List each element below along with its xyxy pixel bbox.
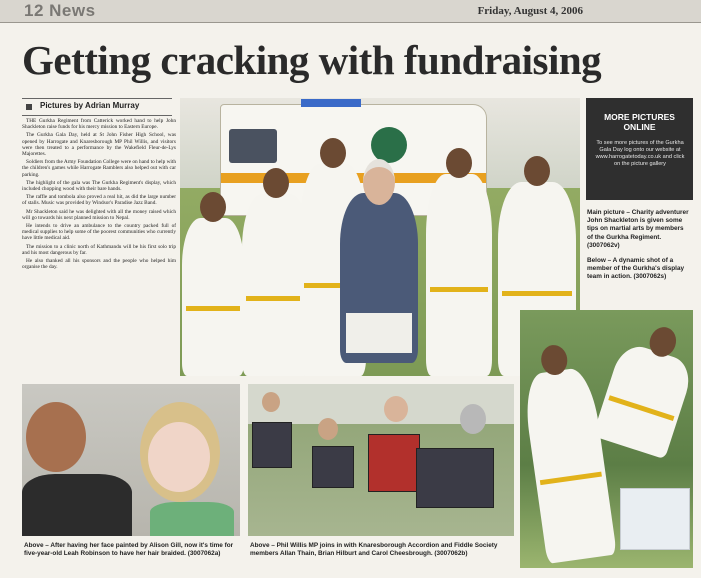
photo-credit xyxy=(22,98,172,116)
article-paragraph: The mission to a clinic north of Kathmandu will be his first solo trip and his most dangerous by far. xyxy=(22,243,176,256)
woman-body xyxy=(22,474,132,536)
face-painting-photo xyxy=(22,384,240,536)
accordion-graphic xyxy=(416,448,494,508)
red-accordion-graphic xyxy=(368,434,420,492)
photo-credit-text: Pictures by Adrian Murray xyxy=(40,101,140,110)
gazebo-tent xyxy=(620,488,690,550)
accordion-graphic xyxy=(312,446,354,488)
article-paragraph: He also thanked all his sponsors and the people who helped him organise the day. xyxy=(22,258,176,271)
accordion-caption: Above – Phil Willis MP joins in with Knaresborough Accordion and Fiddle Society members Allan Thain, Brian Hilburt and Carol Cheesbrough. (3007062b) xyxy=(250,542,498,558)
article-paragraph: The raffle and tombola also proved a real hit, as did the large number of stalls. Music was provided by Windsor's Paradise Jazz Band. xyxy=(22,194,176,207)
article-paragraph: The highlight of the gala was The Gurkha Regiment's display, which included chopping wood with their bare hands. xyxy=(22,179,176,193)
ambulance-light-bar xyxy=(301,99,361,107)
article-paragraph: Soldiers from the Army Foundation College were on hand to help with the children's games while Harrogate Ramblers also helped out with car parking. xyxy=(22,159,176,178)
musician-head xyxy=(460,404,486,434)
article-paragraph: THE Gurkha Regiment from Catterick worked hand to help John Shackleton raise funds for his mercy mission to Eastern Europe. xyxy=(22,118,176,131)
ambulance-emblem-icon xyxy=(371,127,407,163)
soldier-figure xyxy=(426,174,492,376)
article-paragraph: He intends to drive an ambulance to the country packed full of medical supplies to help some of the poorest communities who currently have little medical aid. xyxy=(22,223,176,242)
jumping-soldier-figure xyxy=(592,341,693,460)
musician-head xyxy=(318,418,338,440)
john-shackleton-figure xyxy=(340,193,418,363)
face-painting-caption: Above – After having her face painted by Alison Gill, now it's time for five-year-old Leah Robinson to have her hair braided. (3007062a) xyxy=(24,542,234,558)
painted-face xyxy=(148,422,210,492)
more-pictures-box xyxy=(586,98,693,200)
action-photo-caption: Below – A dynamic shot of a member of the Gurkha's display team in action. (3007062s) xyxy=(587,257,685,281)
accordion-band-photo xyxy=(248,384,514,536)
more-pictures-text: To see more pictures of the Gurkha Gala Day log onto our website at www.harrogatetoday.co.uk and click on the picture gallery xyxy=(595,140,685,167)
headline: Getting cracking with fundraising xyxy=(22,37,602,83)
action-photo xyxy=(520,310,693,568)
woman-face xyxy=(26,402,86,472)
soldier-figure xyxy=(521,366,617,564)
right-captions xyxy=(587,209,691,289)
soldier-figure xyxy=(182,218,244,376)
girl-top xyxy=(150,502,234,536)
ambulance-window xyxy=(229,129,277,163)
article-paragraph: Mr Shackleton said he was delighted with all the money raised which will go towards his next planned mission to Nepal. xyxy=(22,208,176,221)
article-body xyxy=(22,118,176,380)
main-photo-caption: Main picture – Charity adventurer John Shackleton is given some tips on martial arts by members of the Gurkha Regiment. (3007062v) xyxy=(587,209,689,249)
more-pictures-title xyxy=(586,112,693,132)
accordion-graphic xyxy=(252,422,292,468)
more-pictures-title-line1: MORE PICTURES xyxy=(604,112,675,122)
more-pictures-title-line2: ONLINE xyxy=(623,122,656,132)
issue-date: Friday, August 4, 2006 xyxy=(477,5,583,17)
credit-marker-icon xyxy=(26,104,32,110)
article-paragraph: The Gurkha Gala Day, held at St John Fisher High School, was opened by Harrogate and Knaresborough MP Phil Willis, and visitors were then treated to a performance by the Wakefield Fleur-de-Lys Majorettes. xyxy=(22,132,176,158)
page-label: 12 News xyxy=(24,1,96,20)
masthead-bar xyxy=(0,0,701,23)
musician-head xyxy=(262,392,280,412)
musician-head xyxy=(384,396,408,422)
